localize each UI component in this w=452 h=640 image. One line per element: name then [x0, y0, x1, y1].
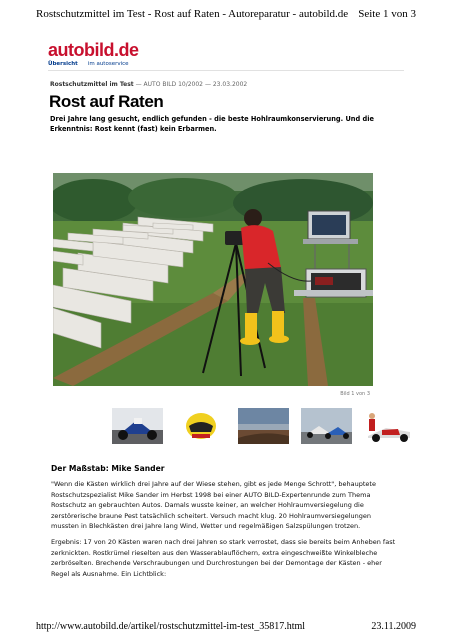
site-nav — [48, 61, 129, 67]
site-logo[interactable]: autobild.de — [48, 40, 139, 60]
race-cars-thumb[interactable] — [301, 408, 352, 444]
article-subheading: Der Maßstab: Mike Sander — [51, 464, 165, 473]
landscape-thumb[interactable] — [238, 408, 289, 444]
print-header-title: Rostschutzmittel im Test - Rost auf Raten - Autoreparatur - autobild.de — [36, 8, 349, 20]
meta-separator: — — [204, 81, 211, 88]
race-car-driver-thumb[interactable] — [364, 408, 415, 444]
nav-item-autoservice[interactable]: im autoservice — [87, 61, 129, 67]
article-source: AUTO BILD 10/2002 — [143, 81, 204, 88]
article-rubric: Rostschutzmittel im Test — [50, 81, 134, 88]
article-paragraph: "Wenn die Kästen wirklich drei Jahre auf der Wiese stehen, gibt es jede Menge Schrott", behauptete Rostschutzspezialist Mike Sander im Herbst 1998 bei einer AUTO BILD-Expertenrunde zum Thema Rostschutz an gebrauchten Autos. Damals wusste keiner, an welcher Hohlraumversiegelung die zerstörerische braune Pest tatsächlich scheitert. Versuch macht klug. 20 Hohlraumversiegelungen mussten in Blechkästen drei Jahre lang Wind, Wetter und regelmäßigen Salzspülungen trotzen. — [51, 480, 376, 531]
formula-car-front-thumb[interactable] — [112, 408, 163, 444]
article-photo — [53, 173, 373, 386]
article-date: 23.03.2002 — [212, 81, 248, 88]
nav-divider — [48, 70, 404, 71]
article-lead: Drei Jahre lang gesucht, endlich gefunden - die beste Hohlraumkonservierung. Und die Erkenntnis: Rost kennt (fast) kein Erbarmen. — [50, 115, 374, 133]
print-header-page: Seite 1 von 3 — [358, 8, 416, 20]
thumbnail-strip — [112, 408, 415, 444]
article-title: Rost auf Raten — [49, 92, 164, 111]
helmet-thumb[interactable] — [175, 408, 226, 444]
image-caption: Bild 1 von 3 — [340, 391, 370, 397]
article-meta — [50, 81, 247, 88]
print-footer-date: 23.11.2009 — [371, 621, 416, 632]
meta-separator: — — [135, 81, 142, 88]
print-header — [36, 8, 416, 20]
print-footer — [36, 621, 416, 632]
nav-item-overview[interactable]: Übersicht — [48, 61, 78, 67]
article-paragraph: Ergebnis: 17 von 20 Kästen waren nach drei Jahren so stark verrostet, dass sie bereits beim Anheben fast zerknickten. Rostkrümel rieselten aus den Wasserablauflöchern, extra eingeschweißte Winkelbleche zerbröselten. Brechende Verschraubungen und Durchrostungen bei der Demontage der Kästen - eher Regel als Ausnahme. Ein Lichtblick: — [51, 538, 396, 578]
print-footer-url: http://www.autobild.de/artikel/rostschutzmittel-im-test_35817.html — [36, 621, 306, 632]
